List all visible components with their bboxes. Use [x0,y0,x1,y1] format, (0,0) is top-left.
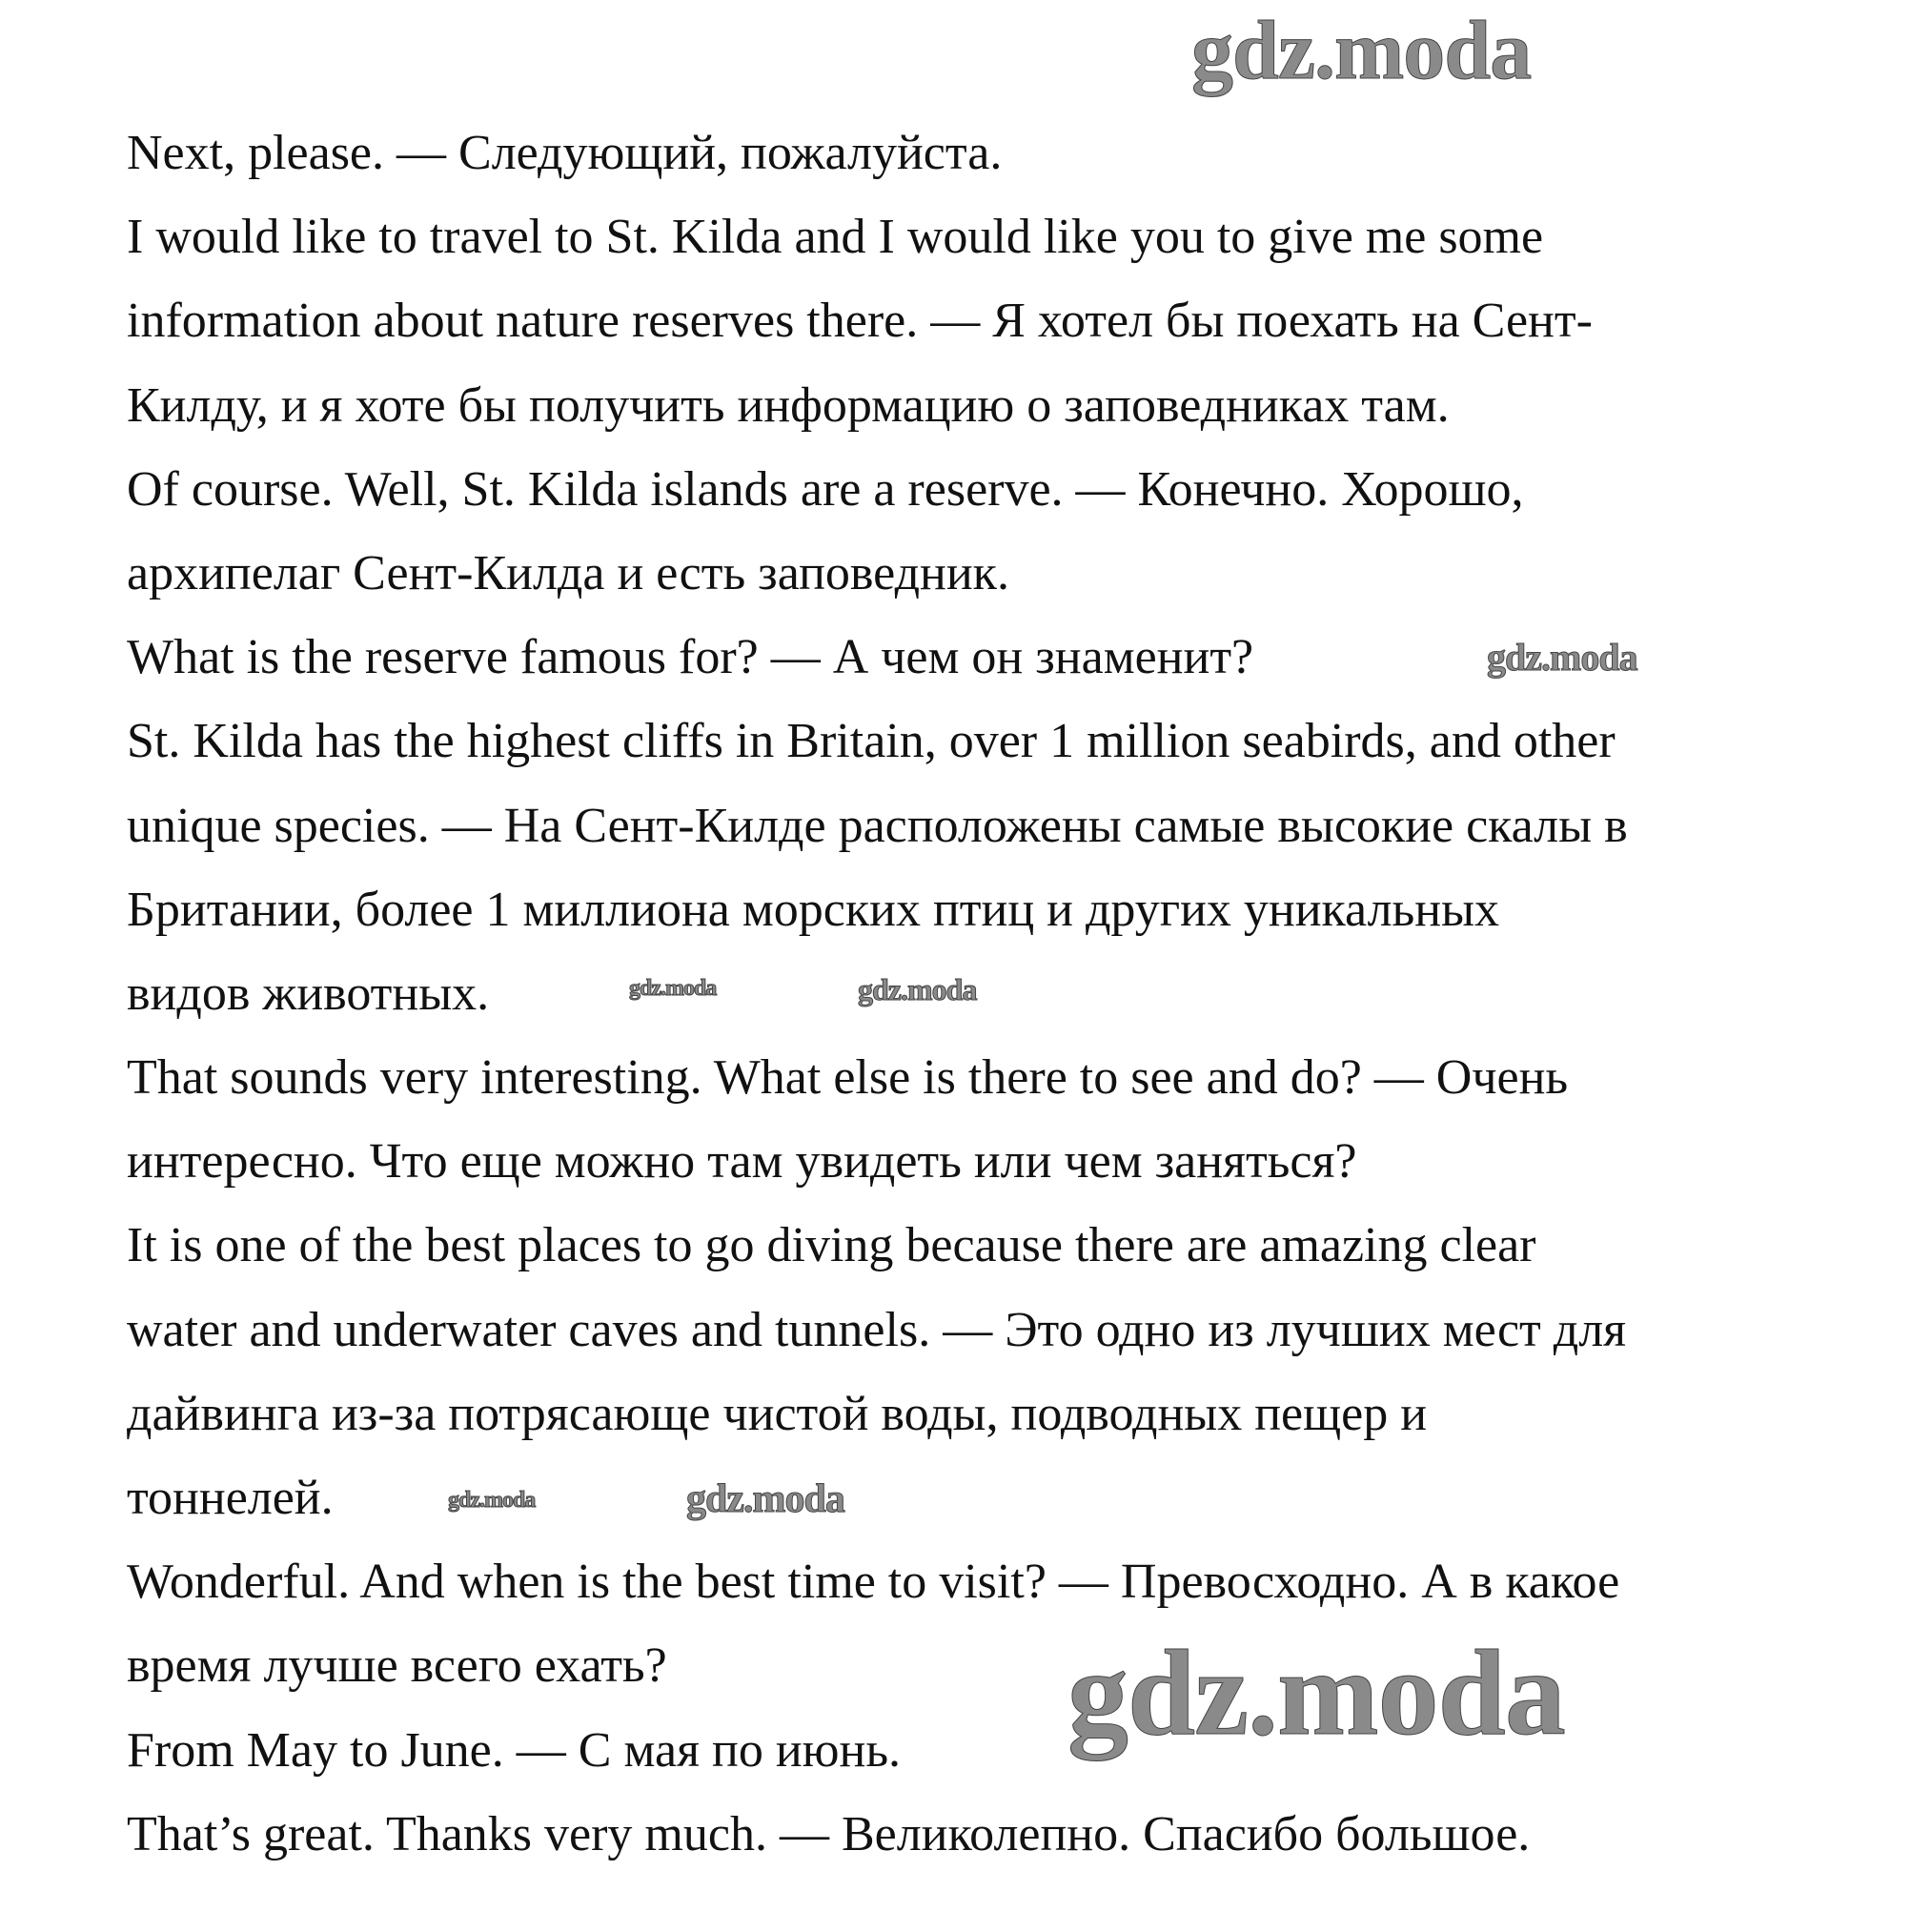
text-line: время лучше всего ехать? [127,1638,667,1694]
watermark: gdz.moda [1487,636,1637,679]
text-line: It is one of the best places to go diving because there are amazing clear [127,1218,1536,1273]
watermark: gdz.moda [1191,5,1532,97]
text-line: That sounds very interesting. What else is there to see and do? — Очень [127,1050,1569,1106]
text-line: дайвинга из-за потрясающе чистой воды, подводных пещер и [127,1386,1428,1441]
text-line: Next, please. — Следующий, пожалуйста. [127,126,1003,180]
text-line: What is the reserve famous for? — А чем он знаменит? [127,630,1254,685]
text-line: интересно. Что еще можно там увидеть или чем заняться? [127,1134,1357,1190]
text-line: Wonderful. And when is the best time to visit? — Превосходно. А в какое [127,1555,1620,1610]
text-line: St. Kilda has the highest cliffs in Britain, over 1 million seabirds, and other [127,714,1616,769]
text-line: Британии, более 1 миллиона морских птиц и других уникальных [127,882,1500,937]
text-line: Килду, и я хоте бы получить информацию о заповедниках там. [127,377,1450,433]
text-line: That’s great. Thanks very much. — Великолепно. Спасибо большое. [127,1806,1531,1861]
text-line: information about nature reserves there. — Я хотел бы поехать на Сент- [127,294,1593,349]
watermark: gdz.moda [1067,1625,1565,1760]
text-line: water and underwater caves and tunnels. — Это одно из лучших мест для [127,1302,1627,1357]
watermark: gdz.moda [686,1477,844,1521]
text-line: архипелаг Сент-Килда и есть заповедник. [127,545,1009,600]
watermark: gdz.moda [858,972,977,1007]
text-line: I would like to travel to St. Kilda and I would like you to give me some [127,210,1544,265]
text-line: тоннелей. [127,1471,334,1525]
text-line: unique species. — На Сент-Килде расположены самые высокие скалы в [127,798,1628,853]
text-line: видов животных. [127,966,490,1021]
watermark: gdz.moda [448,1488,536,1513]
text-line: Of course. Well, St. Kilda islands are a reserve. — Конечно. Хорошо, [127,461,1524,517]
text-line: From May to June. — С мая по июнь. [127,1722,902,1778]
watermark: gdz.moda [629,976,717,1001]
